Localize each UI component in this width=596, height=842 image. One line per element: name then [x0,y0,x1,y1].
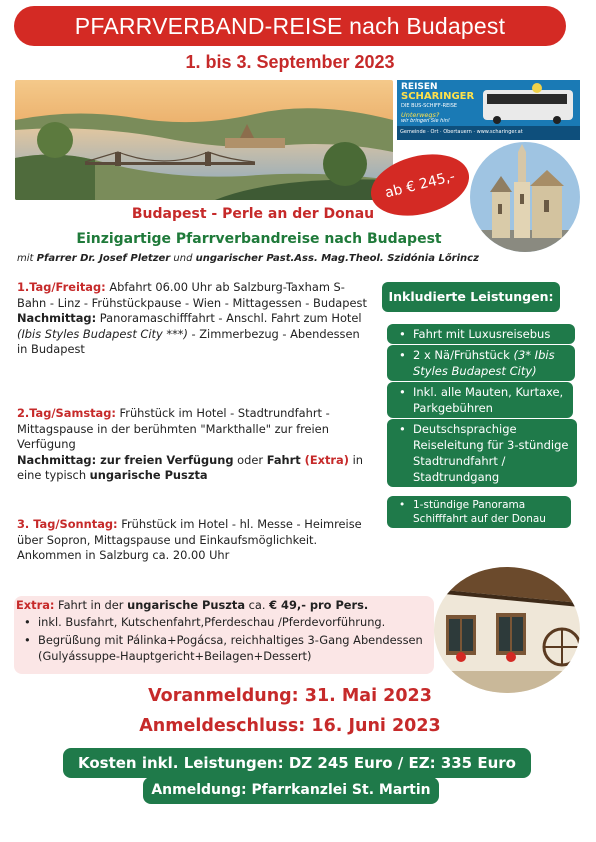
extra-item-transport: • inkl. Busfahrt, Kutschenfahrt,Pferdeschau /Pferdevorführung. [24,615,434,631]
leader-1: Pfarrer Dr. Josef Pletzer [36,253,171,264]
day3-text-1: Frühstück im Hotel - hl. Messe - Heimreise über Sopron, Mittagspause und Einkaufsmöglichkeit. [17,517,362,547]
day1-text-1: Abfahrt 06.00 Uhr ab Salzburg-Taxham S-Bahn - Linz - Frühstückpause - Wien - Mittagessen - Budapest [17,280,367,310]
day2-text-3: in eine typisch [17,452,363,482]
day2-extra: (Extra) [300,452,349,467]
and-word: und [173,253,193,264]
registration-banner: Anmeldung: Pfarrkanzlei St. Martin [143,777,439,804]
day3-text-2: Ankommen in Salzburg ca. 20.00 Uhr [17,548,230,562]
leader-2: ungarischer Past.Ass. Mag.Theol. Szidónia Lőrincz [195,253,479,264]
included-item-nights: • 2 x Nä/Frühstück (3* Ibis Styles Budapest City) [387,345,575,381]
day2-text-1: Frühstück im Hotel - Stadtrundfahrt - Mittagspause in der berühmten "Markthalle" zur freien Verfügung [17,406,330,451]
included-header: Inkludierte Leistungen: [382,282,560,312]
extra-puszta: ungarische Puszta [127,598,246,612]
day3-label: 3. Tag/Sonntag: [17,517,118,531]
extra-item-dinner-label: Begrüßung mit Pálinka+Pogácsa, reichhaltiges 3-Gang Abendessen (Gulyássuppe-Hauptgericht+Beilagen+Dessert) [38,633,423,663]
puszta-house-photo [434,567,580,693]
day1-description [17,280,369,358]
extra-offer-title [16,598,368,612]
subtitle-pearl: Budapest - Perle an der Donau [131,206,375,222]
extra-text-1: Fahrt in der [54,598,128,612]
extra-item-dinner: • Begrüßung mit Pálinka+Pogácsa, reichhaltiges 3-Gang Abendessen (Gulyássuppe-Hauptgericht+Beilagen+Dessert) [24,633,423,663]
ad-question: Unterwegs? [401,111,440,119]
leaders-line [17,253,517,264]
day2-fahrt: Fahrt [266,452,301,467]
with-word: mit [17,253,34,264]
day3-description [17,517,369,564]
subtitle-trip: Einzigartige Pfarrverbandreise nach Budapest [76,231,442,247]
ad-tagline: DIE BUS-SCHIFF-REISE [401,103,458,109]
cost-banner: Kosten inkl. Leistungen: DZ 245 Euro / EZ: 335 Euro [63,748,531,778]
ad-footer: Gemeinde · Ort · Obertauern · www.scharinger.at [400,129,523,135]
day1-hotel: (Ibis Styles Budapest City ***) [17,326,188,341]
included-item-boat: • 1-stündige Panorama Schifffahrt auf der Donau [387,496,571,528]
day2-description [17,406,369,484]
day2-label: 2.Tag/Samstag: [17,406,116,420]
day2-text-2: oder [233,452,267,467]
included-item-hotel-label: (3* Ibis Styles Budapest City) [413,348,555,378]
included-item-bus: • Fahrt mit Luxusreisebus [387,324,575,344]
included-item-boat-label: 1-stündige Panorama Schifffahrt auf der Donau [413,499,546,525]
day1-text-3: - Zimmerbezug - Abendessen in Budapest [17,326,360,356]
day2-puszta: ungarische Puszta [89,468,208,482]
pre-registration-date: Voranmeldung: 31. Mai 2023 [148,686,432,706]
budapest-photo [15,80,393,200]
day1-afternoon-label: Nachmittag: [17,311,97,325]
trip-dates: 1. bis 3. September 2023 [185,52,395,72]
page-title: PFARRVERBAND-REISE nach Budapest [74,13,506,39]
included-item-tolls-label: Inkl. alle Mauten, Kurtaxe, Parkgebühren [413,385,564,415]
extra-text-2: ca. [245,598,270,612]
included-item-nights-label: 2 x Nä/Frühstück [413,348,510,362]
included-item-tolls: • Inkl. alle Mauten, Kurtaxe, Parkgebühren [387,382,573,418]
title-banner [14,6,566,46]
extra-item-transport-label: inkl. Busfahrt, Kutschenfahrt,Pferdeschau /Pferdevorführung. [38,615,386,629]
ad-question2: wir bringen Sie hin! [401,118,450,124]
included-item-guide: • Deutschsprachige Reiseleitung für 3-stündige Stadtrundfahrt / Stadtrundgang [387,419,577,487]
day2-afternoon-label: Nachmittag: zur freien Verfügung [17,452,234,467]
travel-agency-ad [397,80,580,140]
registration-deadline: Anmeldeschluss: 16. Juni 2023 [139,716,441,736]
ad-brand-name: SCHARINGER [401,91,475,102]
extra-price: € 49,- pro Pers. [269,598,369,612]
day1-text-2: Panoramaschifffahrt - Anschl. Fahrt zum Hotel [96,311,362,325]
price-badge: ab € 245,- [364,145,475,225]
extra-label: Extra: [16,598,55,612]
ad-brand-top: REISEN [401,82,438,92]
included-item-guide-label: Deutschsprachige Reiseleitung für 3-stündige Stadtrundfahrt / Stadtrundgang [413,422,569,484]
day1-label: 1.Tag/Freitag: [17,280,106,294]
included-item-bus-label: Fahrt mit Luxusreisebus [413,327,551,341]
